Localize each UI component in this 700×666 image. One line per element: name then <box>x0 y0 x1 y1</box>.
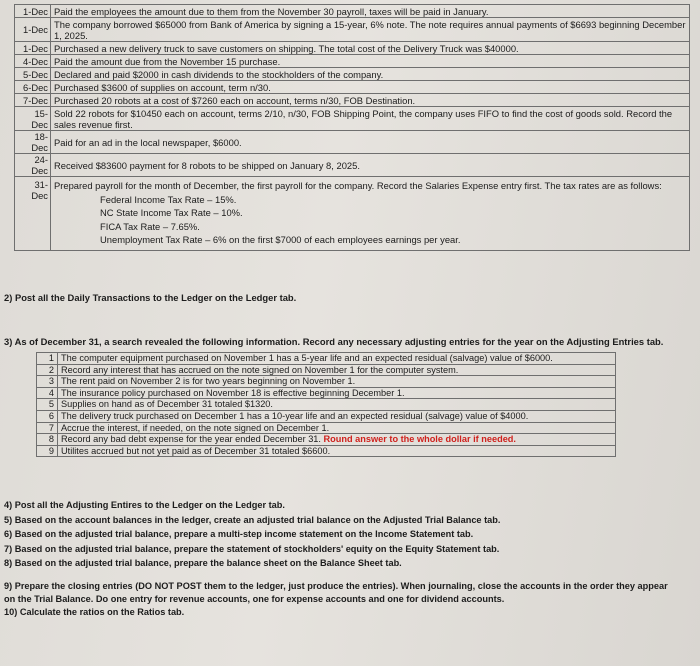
steps-list <box>4 498 500 571</box>
row-number: 3 <box>37 376 58 388</box>
row-number: 8 <box>37 434 58 446</box>
row-number: 5 <box>37 399 58 411</box>
date-cell: 7-Dec <box>15 94 51 107</box>
table-row <box>37 376 616 388</box>
table-row <box>15 55 690 68</box>
adjustment-cell: The computer equipment purchased on November 1 has a 5-year life and an expected residual (salvage) value of $6000. <box>58 353 616 365</box>
row-number: 2 <box>37 364 58 376</box>
date-cell: 24-Dec <box>15 154 51 177</box>
date-cell: 18-Dec <box>15 131 51 154</box>
table-row <box>15 18 690 42</box>
row-number: 4 <box>37 387 58 399</box>
adjustment-cell: The rent paid on November 2 is for two years beginning on November 1. <box>58 376 616 388</box>
description-cell: The company borrowed $65000 from Bank of America by signing a 15-year, 6% note. The note requires annual payments of $6693 beginning December 1, 2025. <box>51 18 690 42</box>
adjustment-text: Record any bad debt expense for the year ended December 31. <box>61 434 321 445</box>
date-cell: 4-Dec <box>15 55 51 68</box>
table-row <box>15 131 690 154</box>
step-3-instruction: 3) As of December 31, a search revealed the following information. Record any necessary adjusting entries for the year on the Adjusting Entries tab. <box>4 336 664 347</box>
description-cell: Sold 22 robots for $10450 each on account, terms 2/10, n/30, FOB Shipping Point, the company uses FIFO to find the cost of goods sold. Record the sales revenue first. <box>51 107 690 131</box>
closing-instructions <box>4 580 680 619</box>
adjustment-cell: Utilites accrued but not yet paid as of December 31 totaled $6600. <box>58 445 616 457</box>
rounding-note: Round answer to the whole dollar if needed. <box>323 434 516 445</box>
table-row <box>15 5 690 18</box>
step-9-instruction: 9) Prepare the closing entries (DO NOT POST them to the ledger, just produce the entries). When journaling, close the accounts in the order they appear on the Trial Balance. Do one entry for revenue accounts, one for expense accounts and one for dividend accounts. <box>4 581 668 604</box>
adjustments-table <box>36 352 616 457</box>
description-cell: Paid the employees the amount due to them from the November 30 payroll, taxes will be paid in January. <box>51 5 690 18</box>
description-cell <box>51 177 690 251</box>
row-number: 6 <box>37 410 58 422</box>
row-number: 7 <box>37 422 58 434</box>
date-cell: 31-Dec <box>15 177 51 251</box>
table-row <box>37 399 616 411</box>
tax-rate-line: Unemployment Tax Rate – 6% on the first $7000 of each employees earnings per year. <box>100 234 461 245</box>
date-cell: 5-Dec <box>15 68 51 81</box>
step-item: 8) Based on the adjusted trial balance, prepare the balance sheet on the Balance Sheet tab. <box>4 558 402 568</box>
transactions-table <box>14 4 690 251</box>
description-cell: Purchased $3600 of supplies on account, term n/30. <box>51 81 690 94</box>
adjustment-cell: Accrue the interest, if needed, on the note signed on December 1. <box>58 422 616 434</box>
description-cell: Purchased a new delivery truck to save customers on shipping. The total cost of the Delivery Truck was $40000. <box>51 42 690 55</box>
table-row <box>37 422 616 434</box>
tax-rate-line: Federal Income Tax Rate – 15%. <box>100 193 237 205</box>
adjustment-cell: Record any interest that has accrued on the note signed on November 1 for the computer system. <box>58 364 616 376</box>
step-10-instruction: 10) Calculate the ratios on the Ratios tab. <box>4 607 185 617</box>
step-item: 6) Based on the adjusted trial balance, prepare a multi-step income statement on the Income Statement tab. <box>4 529 474 539</box>
table-row <box>15 154 690 177</box>
description-cell: Declared and paid $2000 in cash dividends to the stockholders of the company. <box>51 68 690 81</box>
step-2-instruction: 2) Post all the Daily Transactions to the Ledger on the Ledger tab. <box>4 292 297 303</box>
table-row <box>15 68 690 81</box>
table-row <box>15 81 690 94</box>
step-item: 4) Post all the Adjusting Entires to the Ledger on the Ledger tab. <box>4 500 285 510</box>
payroll-description: Prepared payroll for the month of December, the first payroll for the company. Record the Salaries Expense entry first. The tax rates are as follows: <box>54 180 662 191</box>
date-cell: 6-Dec <box>15 81 51 94</box>
date-cell: 15-Dec <box>15 107 51 131</box>
table-row <box>37 434 616 446</box>
table-row <box>37 364 616 376</box>
date-cell: 1-Dec <box>15 42 51 55</box>
description-cell: Purchased 20 robots at a cost of $7260 each on account, terms n/30, FOB Destination. <box>51 94 690 107</box>
adjustment-cell: The delivery truck purchased on December 1 has a 10-year life and an expected residual (salvage) value of $4000. <box>58 410 616 422</box>
table-row <box>15 107 690 131</box>
table-row <box>37 387 616 399</box>
description-cell: Received $83600 payment for 8 robots to be shipped on January 8, 2025. <box>51 154 690 177</box>
table-row <box>15 42 690 55</box>
step-item: 5) Based on the account balances in the ledger, create an adjusted trial balance on the Adjusted Trial Balance tab. <box>4 514 501 525</box>
table-row <box>37 353 616 365</box>
tax-rate-line: NC State Income Tax Rate – 10%. <box>100 207 243 218</box>
table-row <box>15 177 690 251</box>
table-row <box>37 445 616 457</box>
tax-rate-line: FICA Tax Rate – 7.65%. <box>100 220 200 232</box>
date-cell: 1-Dec <box>15 5 51 18</box>
table-row <box>37 410 616 422</box>
date-cell: 1-Dec <box>15 18 51 42</box>
row-number: 9 <box>37 445 58 457</box>
row-number: 1 <box>37 353 58 365</box>
adjustment-cell: Supplies on hand as of December 31 totaled $1320. <box>58 399 616 411</box>
adjustment-cell: The insurance policy purchased on November 18 is effective beginning December 1. <box>58 387 616 399</box>
step-item: 7) Based on the adjusted trial balance, prepare the statement of stockholders' equity on the Equity Statement tab. <box>4 543 500 554</box>
description-cell: Paid for an ad in the local newspaper, $6000. <box>51 131 690 154</box>
description-cell: Paid the amount due from the November 15 purchase. <box>51 55 690 68</box>
table-row <box>15 94 690 107</box>
adjustment-cell <box>58 434 616 446</box>
